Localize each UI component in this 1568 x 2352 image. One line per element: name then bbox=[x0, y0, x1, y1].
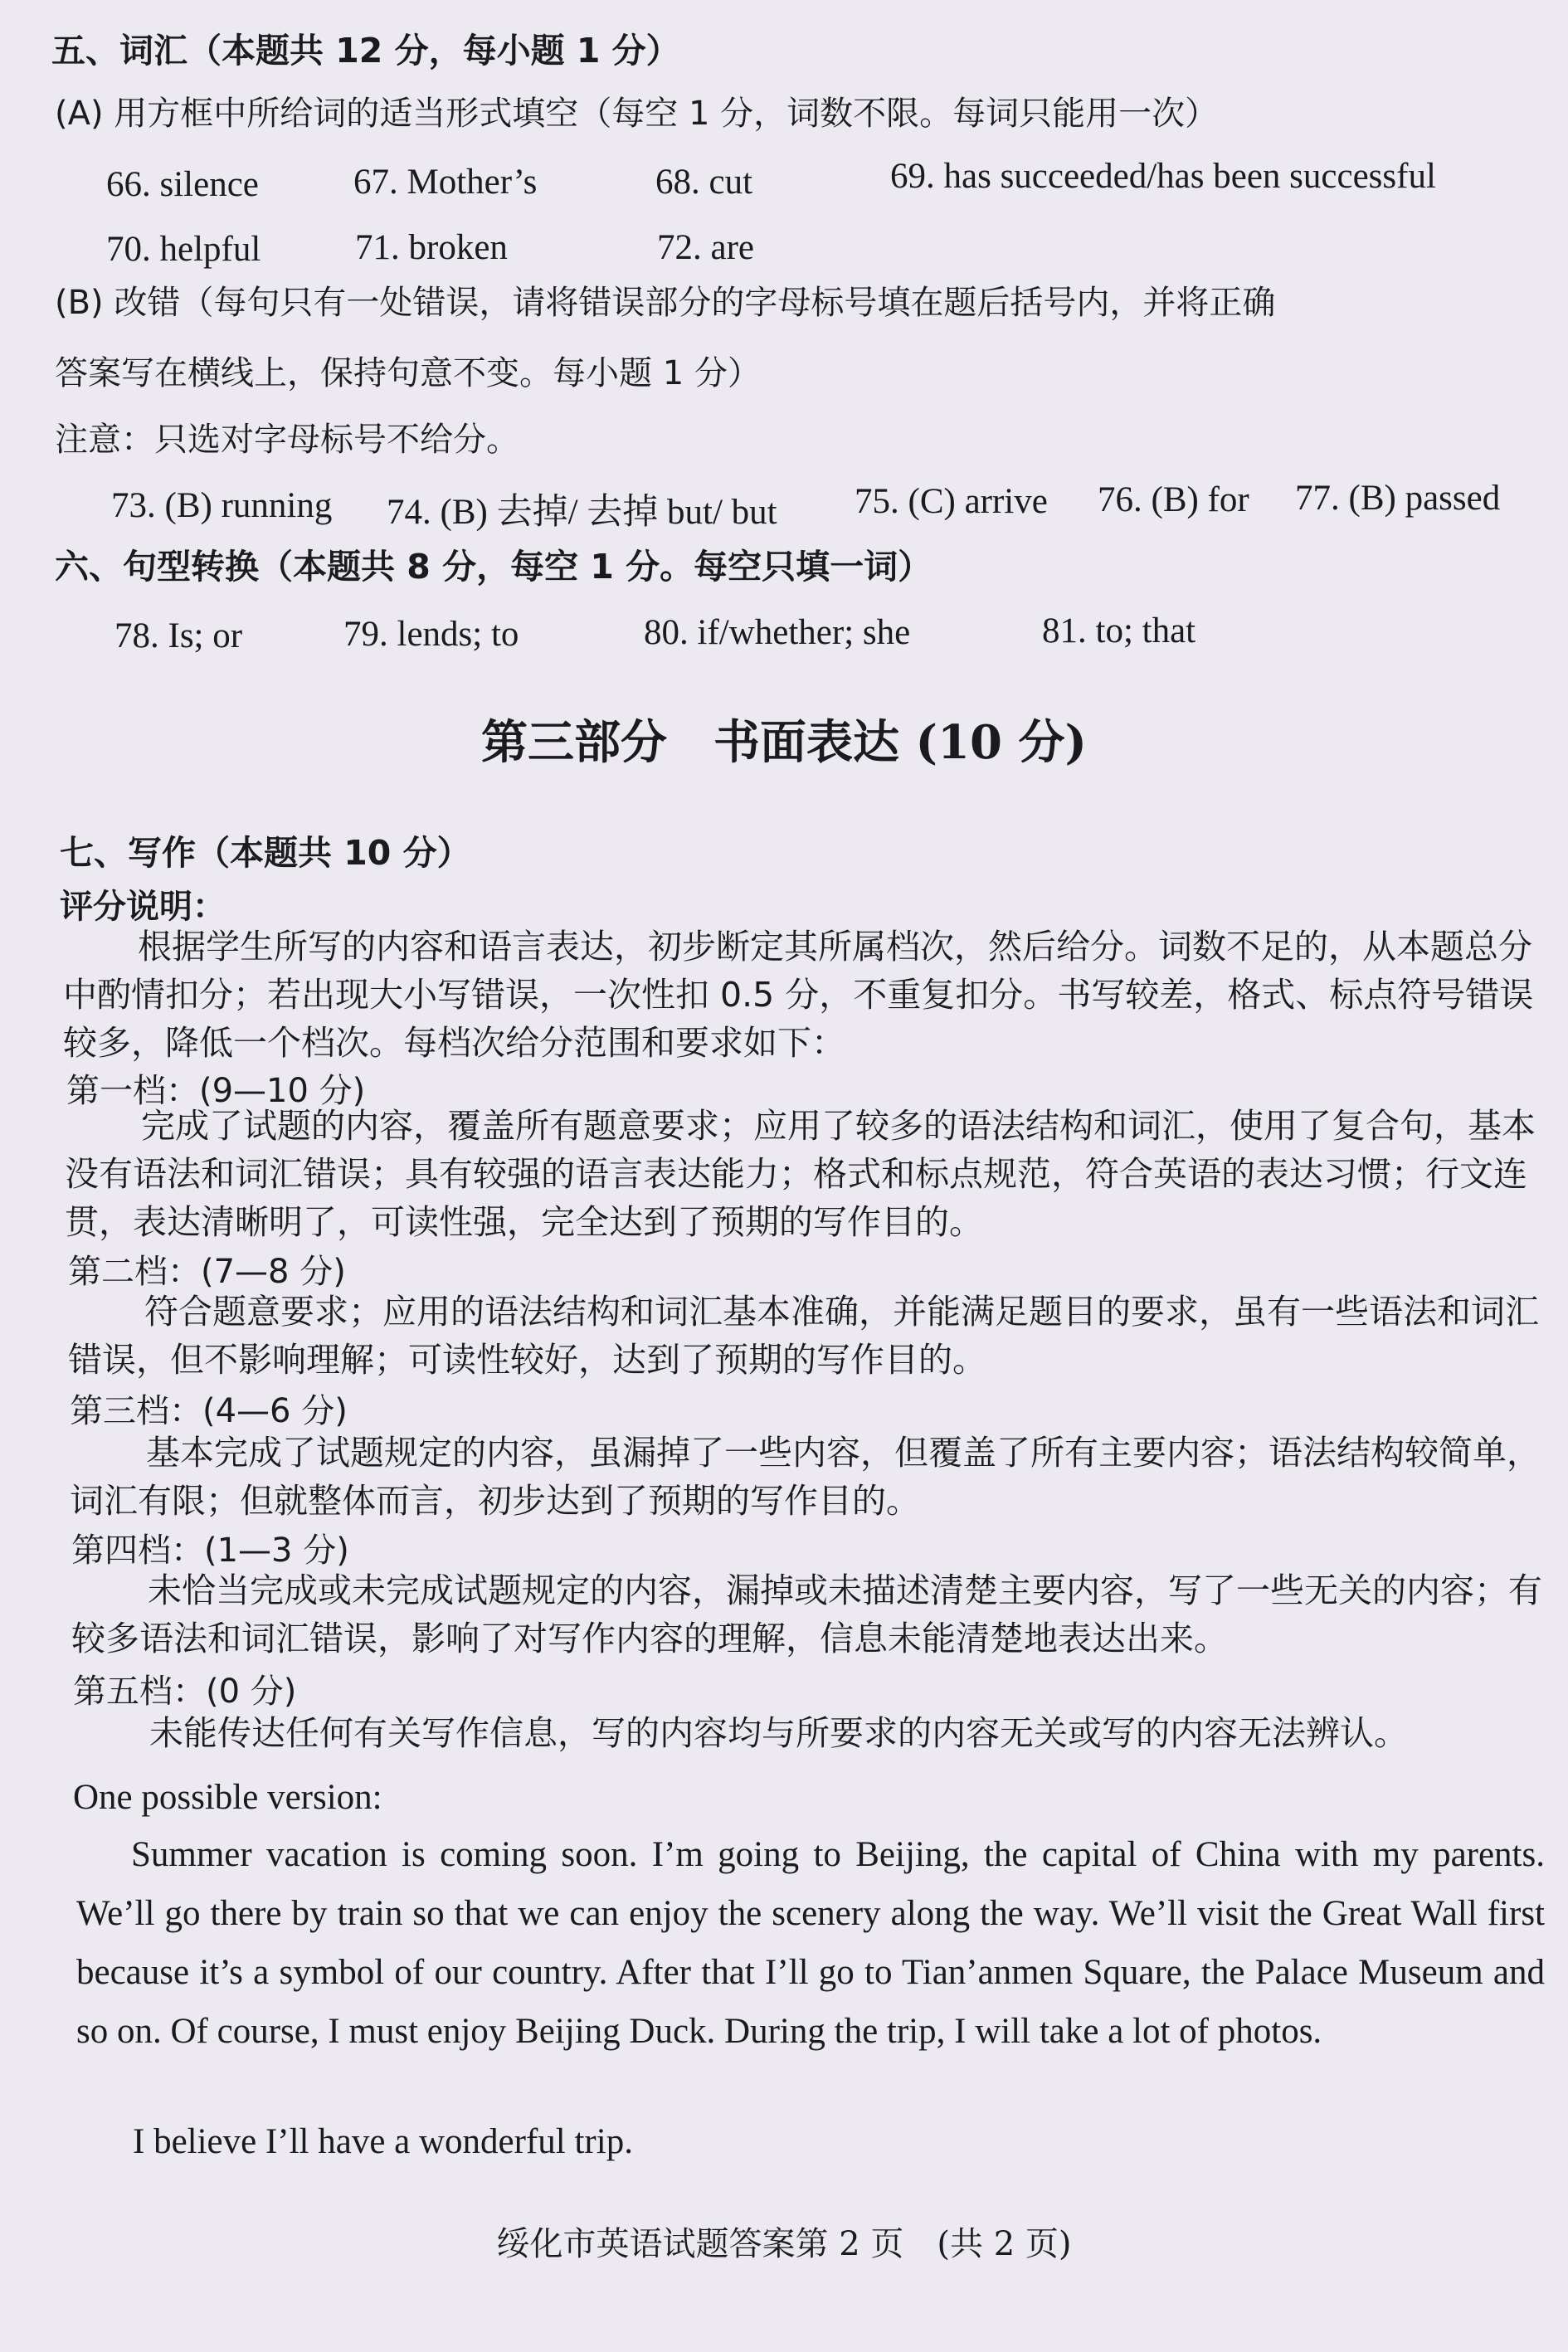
section5-heading: 五、词汇（本题共 12 分，每小题 1 分） bbox=[51, 31, 680, 71]
answer-72: 72. are bbox=[657, 228, 754, 267]
scoring-label: 评分说明： bbox=[60, 888, 226, 926]
part3-title: 第三部分 书面表达 (10 分) bbox=[481, 715, 1087, 770]
section6-heading: 六、句型转换（本题共 8 分，每空 1 分。每空只填一词） bbox=[55, 547, 933, 587]
level-2-desc: 符合题意要求；应用的语法结构和词汇基本准确，并能满足题目的要求，虽有一些语法和词汇错误，但不影响理解；可读性较好，达到了预期的写作目的。 bbox=[68, 1292, 1539, 1380]
answer-76: 76. (B) for bbox=[1098, 480, 1249, 519]
level-5-label: 第五档：(0 分) bbox=[73, 1673, 297, 1711]
answer-70: 70. helpful bbox=[106, 230, 261, 269]
answer-74: 74. (B) 去掉/ 去掉 but/ but bbox=[387, 493, 777, 532]
answer-75: 75. (C) arrive bbox=[855, 482, 1048, 521]
level-5-desc: 未能传达任何有关写作信息，写的内容均与所要求的内容无关或写的内容无法辨认。 bbox=[149, 1713, 1408, 1753]
answer-66: 66. silence bbox=[106, 165, 259, 204]
scoring-intro: 根据学生所写的内容和语言表达，初步断定其所属档次，然后给分。词数不足的，从本题总分中酌情扣分；若出现大小写错误，一次性扣 0.5 分，不重复扣分。书写较差，格式、标点符号错误较多，降低一个档次。每档次给分范围和要求如下： bbox=[63, 927, 1534, 1063]
essay-paragraph-2: I believe I’ll have a wonderful trip. bbox=[133, 2122, 633, 2161]
level-1-desc: 完成了试题的内容，覆盖所有题意要求；应用了较多的语法结构和词汇，使用了复合句，基本没有语法和词汇错误；具有较强的语言表达能力；格式和标点规范，符合英语的表达习惯；行文连贯，表达清晰明了，可读性强，完全达到了预期的写作目的。 bbox=[65, 1106, 1536, 1242]
answer-77: 77. (B) passed bbox=[1295, 479, 1501, 518]
answer-67: 67. Mother’s bbox=[353, 163, 538, 202]
section7-heading: 七、写作（本题共 10 分） bbox=[60, 833, 471, 873]
level-3-label: 第三档：(4—6 分) bbox=[70, 1392, 348, 1430]
partB-instruction-line1: (B) 改错（每句只有一处错误，请将错误部分的字母标号填在题后括号内，并将正确 bbox=[55, 284, 1276, 322]
partA-instruction: (A) 用方框中所给词的适当形式填空（每空 1 分，词数不限。每词只能用一次） bbox=[55, 95, 1219, 133]
answer-79: 79. lends; to bbox=[343, 615, 519, 654]
level-3-desc: 基本完成了试题规定的内容，虽漏掉了一些内容，但覆盖了所有主要内容；语法结构较简单，词汇有限；但就整体而言，初步达到了预期的写作目的。 bbox=[70, 1433, 1541, 1521]
answer-71: 71. broken bbox=[355, 228, 508, 267]
answer-80: 80. if/whether; she bbox=[644, 613, 911, 652]
answer-78: 78. Is; or bbox=[114, 616, 243, 655]
answer-73: 73. (B) running bbox=[111, 486, 333, 525]
level-4-label: 第四档：(1—3 分) bbox=[71, 1531, 349, 1570]
level-1-label: 第一档：(9—10 分) bbox=[66, 1072, 366, 1110]
essay-paragraph-1: Summer vacation is coming soon. I’m going to Beijing, the capital of China with my parents. We’ll go there by train so that we can enjoy the scenery along the way. We’ll visit the Great Wall first because it’s a symbol of our country. After that I’ll go to Tian’anmen Square, the Palace Museum and so on. Of course, I must enjoy Beijing Duck. During the trip, I will take a lot of photos. bbox=[76, 1835, 1545, 2051]
partB-note: 注意：只选对字母标号不给分。 bbox=[55, 421, 519, 459]
answer-69: 69. has succeeded/has been successful bbox=[890, 157, 1436, 196]
answer-81: 81. to; that bbox=[1042, 611, 1196, 650]
page-footer: 绥化市英语试题答案第 2 页 (共 2 页) bbox=[496, 2225, 1072, 2263]
level-2-label: 第二档：(7—8 分) bbox=[68, 1253, 346, 1291]
partB-instruction-line2: 答案写在横线上，保持句意不变。每小题 1 分） bbox=[55, 354, 761, 392]
answer-68: 68. cut bbox=[655, 163, 753, 202]
version-label: One possible version: bbox=[73, 1778, 382, 1817]
level-4-desc: 未恰当完成或未完成试题规定的内容，漏掉或未描述清楚主要内容，写了一些无关的内容；有较多语法和词汇错误，影响了对写作内容的理解，信息未能清楚地表达出来。 bbox=[71, 1570, 1542, 1658]
